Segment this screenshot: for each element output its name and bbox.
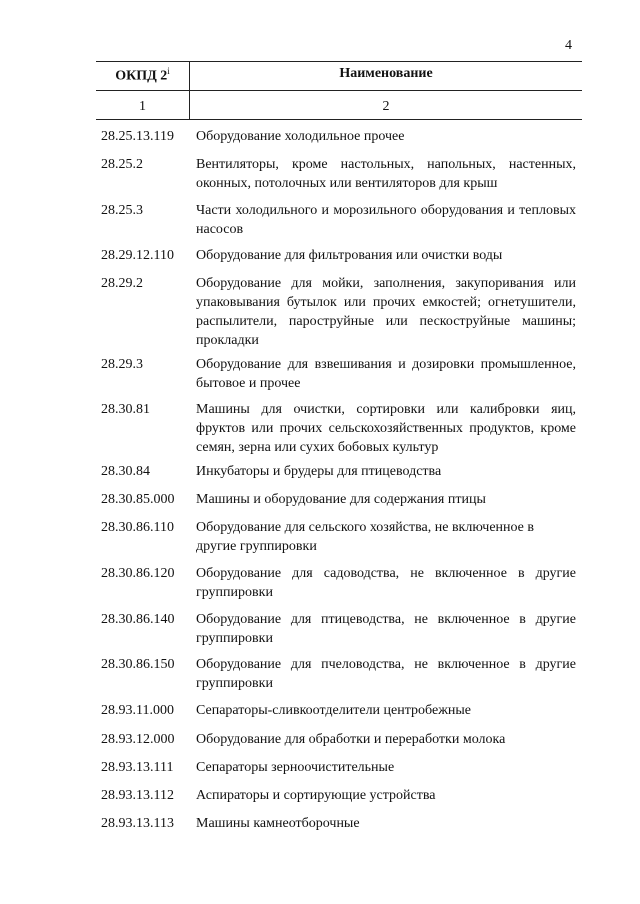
column-header-code xyxy=(96,66,189,85)
row-name: Оборудование для мойки, заполнения, закупоривания или упаковывания бутылок или прочих емкостей; огнетушители, распылители, пароструйные или пескоструйные машины; прокладки xyxy=(196,276,576,348)
row-code: 28.29.2 xyxy=(101,276,143,291)
row-name: Машины для очистки, сортировки или калибровки яиц, фруктов или прочих сельскохозяйственных продуктов, кроме семян, зерна или сухих бобовых культур xyxy=(196,402,576,455)
row-name: Оборудование для птицеводства, не включенное в другие группировки xyxy=(196,612,576,646)
table-top-rule xyxy=(96,61,582,62)
row-code: 28.25.3 xyxy=(101,203,143,218)
column-number-code: 1 xyxy=(139,99,146,114)
row-code: 28.93.11.000 xyxy=(101,703,174,718)
header-bottom-rule xyxy=(96,90,582,91)
row-code: 28.25.13.119 xyxy=(101,129,174,144)
row-code: 28.30.86.140 xyxy=(101,612,175,627)
row-code: 28.30.85.000 xyxy=(101,492,175,507)
row-name: Оборудование для сельского хозяйства, не включенное в другие группировки xyxy=(196,520,535,554)
row-name: Сепараторы-сливкоотделители центробежные xyxy=(196,703,471,718)
row-code: 28.93.13.111 xyxy=(101,760,174,775)
row-code: 28.30.84 xyxy=(101,464,150,479)
column-header-name: Наименование xyxy=(339,66,433,81)
row-name: Оборудование холодильное прочее xyxy=(196,129,405,144)
footnote-marker: i xyxy=(167,66,170,76)
row-name: Оборудование для обработки и переработки молока xyxy=(196,732,506,747)
row-code: 28.30.86.150 xyxy=(101,657,175,672)
row-name: Машины и оборудование для содержания птицы xyxy=(196,492,486,507)
row-name: Оборудование для пчеловодства, не включенное в другие группировки xyxy=(196,657,576,691)
column-number-name: 2 xyxy=(382,99,390,114)
numbering-bottom-rule xyxy=(96,119,582,120)
row-name: Сепараторы зерноочистительные xyxy=(196,760,395,775)
row-code: 28.93.12.000 xyxy=(101,732,175,747)
row-code: 28.93.13.112 xyxy=(101,788,174,803)
row-name: Машины камнеотборочные xyxy=(196,816,360,831)
row-code: 28.93.13.113 xyxy=(101,816,174,831)
row-name: Вентиляторы, кроме настольных, напольных, настенных, оконных, потолочных или вентиляторов для крыш xyxy=(196,157,576,191)
row-code: 28.30.81 xyxy=(101,402,150,417)
row-code: 28.29.12.110 xyxy=(101,248,174,263)
row-name: Оборудование для садоводства, не включенное в другие группировки xyxy=(196,566,576,600)
row-code: 28.30.86.120 xyxy=(101,566,175,581)
row-name: Оборудование для взвешивания и дозировки промышленное, бытовое и прочее xyxy=(196,357,576,391)
row-name: Оборудование для фильтрования или очистки воды xyxy=(196,248,503,263)
page-number: 4 xyxy=(565,38,572,53)
column-header-code-label: ОКПД 2 xyxy=(115,68,168,84)
row-code: 28.30.86.110 xyxy=(101,520,174,535)
row-code: 28.25.2 xyxy=(101,157,143,172)
row-name: Инкубаторы и брудеры для птицеводства xyxy=(196,464,442,479)
row-name: Аспираторы и сортирующие устройства xyxy=(196,788,436,803)
row-name: Части холодильного и морозильного оборудования и тепловых насосов xyxy=(196,203,576,237)
row-code: 28.29.3 xyxy=(101,357,143,372)
